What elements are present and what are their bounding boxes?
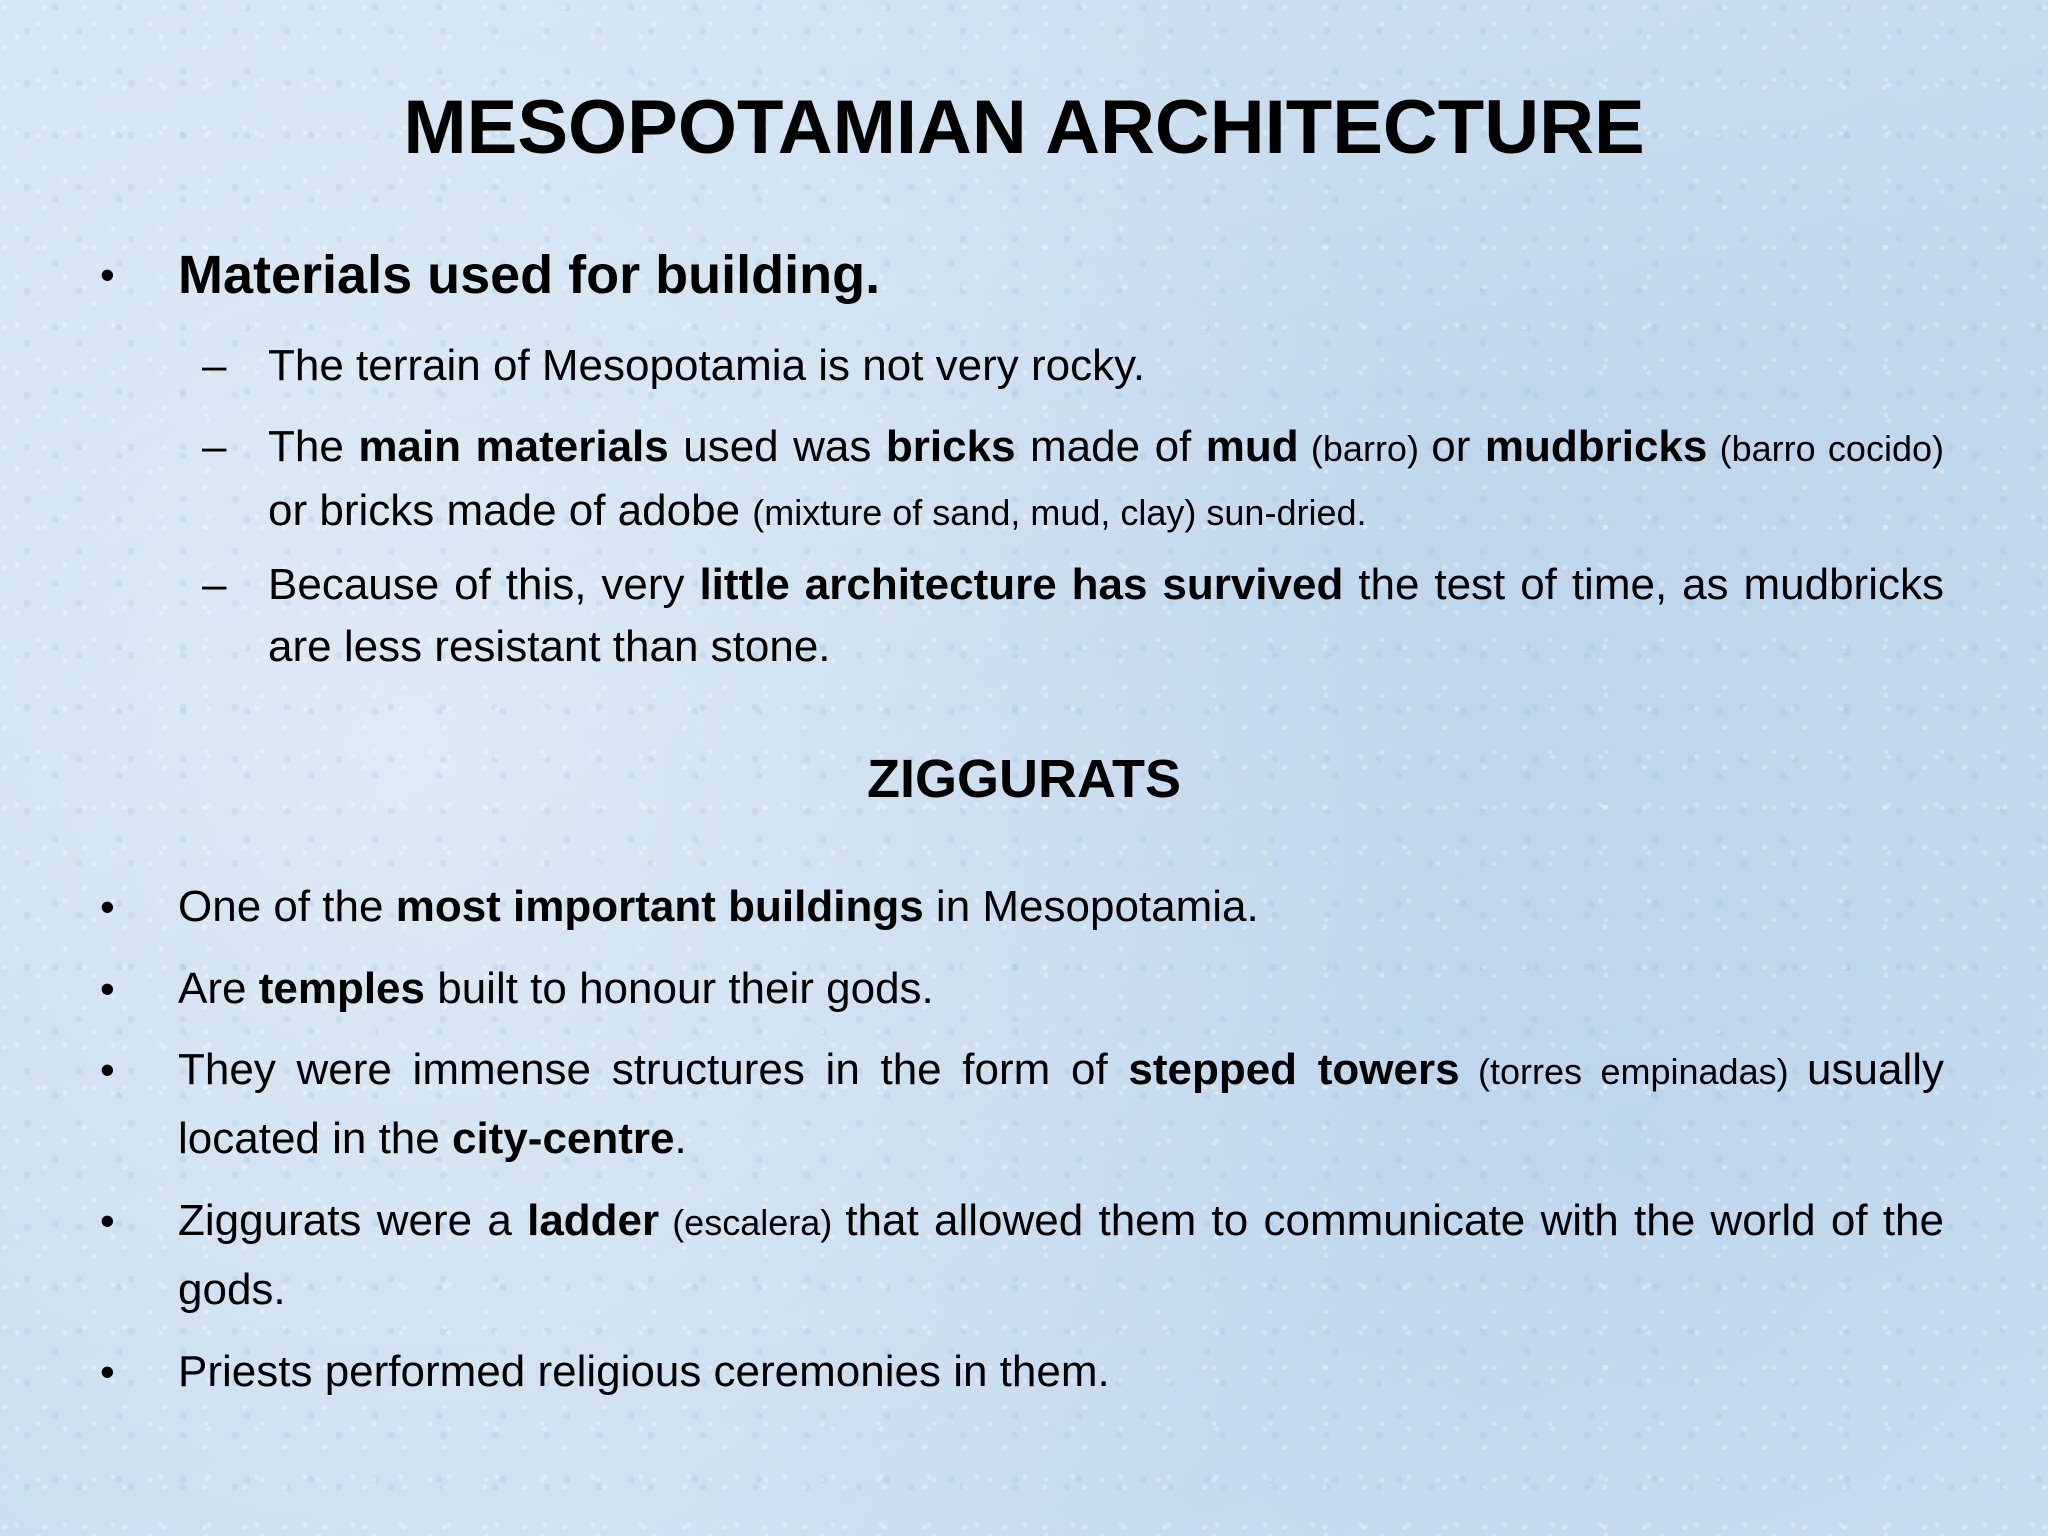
text-run: The [268, 422, 359, 471]
bullet-marker: • [100, 1348, 115, 1395]
text-run: used was [668, 422, 886, 471]
sub-item-text [268, 554, 1944, 678]
small-run: (barro) [1298, 428, 1432, 469]
bold-run: mud [1205, 422, 1299, 471]
text-run: usually located in the [178, 1045, 1945, 1163]
bullet-marker: • [100, 965, 115, 1012]
small-run: (barro cocido) [1707, 428, 1944, 469]
bold-run: bricks [885, 422, 1016, 471]
small-run: (mixture of sand, mud, clay) sun-dried. [752, 492, 1367, 533]
text-run: in Mesopotamia. [923, 882, 1259, 931]
bullet-marker: • [100, 1197, 115, 1244]
dash-marker: – [202, 560, 227, 609]
bullet-text [178, 1036, 1944, 1172]
materials-heading: Materials used for building. [178, 245, 881, 305]
text-run: that allowed them to communicate with the world of the gods. [178, 1196, 1944, 1314]
bold-run: little architecture has survived [699, 560, 1344, 609]
dash-marker: – [202, 422, 227, 471]
bullet-marker: • [100, 883, 115, 930]
text-run: or bricks made of adobe [268, 486, 753, 535]
text-run: . [674, 1114, 687, 1163]
text-run: or [1431, 422, 1485, 471]
bullet-text [178, 1338, 1944, 1405]
text-run: The terrain of Mesopotamia is not very rocky. [268, 341, 1146, 390]
sub-item-text [268, 335, 1944, 397]
text-run: made of [1015, 422, 1206, 471]
bold-run: stepped towers [1128, 1045, 1460, 1094]
text-run: They were immense structures in the form of [178, 1045, 1129, 1094]
text-run: built to honour their gods. [425, 964, 934, 1013]
small-run: (torres empinadas) [1459, 1051, 1808, 1092]
text-run: Because of this, very [268, 560, 700, 609]
bold-run: mudbricks [1484, 422, 1708, 471]
bold-run: city-centre [451, 1114, 675, 1163]
bold-run: main materials [358, 422, 669, 471]
text-run: One of the [178, 882, 396, 931]
small-run: (escalera) [659, 1202, 846, 1243]
text-run: Priests performed religious ceremonies in them. [178, 1347, 1110, 1396]
bold-run: temples [258, 964, 425, 1013]
text-run: Ziggurats were a [178, 1196, 528, 1245]
bullet-text [178, 873, 1944, 940]
bullet-marker: • [100, 1046, 115, 1093]
ziggurats-heading: ZIGGURATS [867, 749, 1181, 809]
slide-title: MESOPOTAMIAN ARCHITECTURE [403, 85, 1645, 170]
text-run: Are [178, 964, 259, 1013]
sub-item-text [268, 416, 1944, 544]
bullet-marker: • [100, 251, 115, 298]
bold-run: most important buildings [395, 882, 924, 931]
bold-run: ladder [527, 1196, 660, 1245]
text-run: the test of time, as mudbricks are less resistant than stone. [268, 560, 1944, 671]
bullet-text [178, 955, 1944, 1022]
bullet-text [178, 1187, 1944, 1323]
dash-marker: – [202, 341, 227, 390]
